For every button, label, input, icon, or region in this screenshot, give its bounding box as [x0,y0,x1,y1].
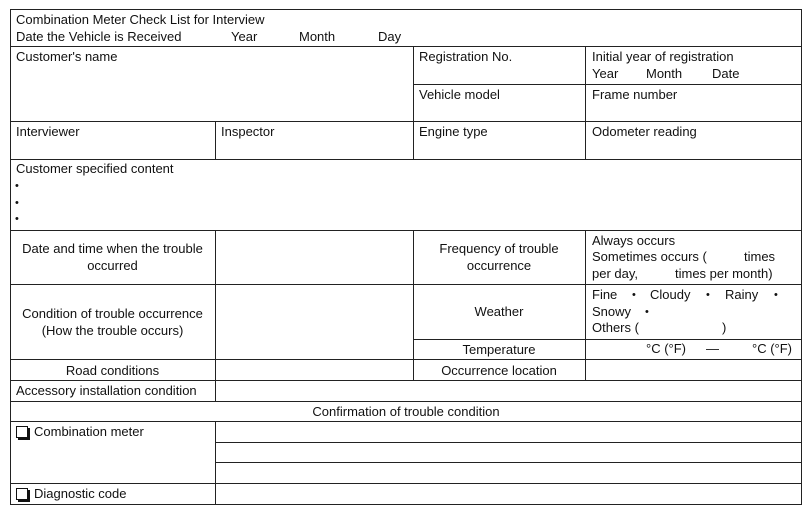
checkbox-icon[interactable] [16,426,28,438]
row-divider [413,339,802,340]
diagnostic-code-item[interactable] [16,486,127,502]
row-divider [10,46,802,47]
times-label: times [744,249,776,264]
temperature-label: Temperature [462,342,536,357]
engine-type-label: Engine type [419,124,488,139]
weather-fine: Fine [592,287,618,302]
row-divider [215,462,802,463]
row-divider [10,121,802,122]
odometer-label: Odometer reading [592,124,697,139]
weather-label: Weather [474,304,524,319]
row-divider [10,401,802,402]
interviewer-label: Interviewer [16,124,80,139]
occurrence-location-label: Occurrence location [441,363,557,378]
date-received-year: Year [231,29,258,44]
diagnostic-code-label: Diagnostic code [34,486,127,501]
customer-content-label: Customer specified content [16,161,174,176]
initial-registration-year: Year [592,66,619,81]
date-received-day: Day [378,29,402,44]
weather-others-close: ) [722,320,727,335]
bullet-point: • [15,213,19,225]
weather-cloudy: Cloudy [650,287,691,302]
column-divider [215,230,216,401]
checkbox-icon[interactable] [16,488,28,500]
condition-line2: (How the trouble occurs) [41,323,184,338]
inspector-label: Inspector [221,124,275,139]
confirmation-heading: Confirmation of trouble condition [312,404,500,419]
trouble-datetime-line2: occurred [87,258,138,273]
form-title: Combination Meter Check List for Interview [16,12,265,27]
row-divider [10,159,802,160]
trouble-datetime-line1: Date and time when the trouble [22,241,203,256]
combination-meter-label: Combination meter [34,424,144,439]
row-divider [10,284,802,285]
temperature-unit-from: °C (°F) [646,341,686,356]
row-divider [10,230,802,231]
date-received-label: Date the Vehicle is Received [16,29,182,44]
temperature-unit-to: °C (°F) [752,341,792,356]
bullet-point: • [645,306,649,318]
bullet-point: • [632,289,636,301]
frame-number-label: Frame number [592,87,678,102]
frequency-label-line2: occurrence [466,258,532,273]
trouble-datetime-label [10,240,215,274]
initial-registration-label: Initial year of registration [592,49,734,64]
bullet-point: • [706,289,710,301]
frequency-label-line1: Frequency of trouble [439,241,559,256]
times-per-month-label: times per month) [675,266,773,281]
weather-rainy: Rainy [725,287,759,302]
column-divider [585,46,586,159]
row-divider [413,84,802,85]
per-day-label: per day, [592,266,639,281]
combination-meter-item[interactable] [16,424,144,440]
temperature-dash: — [706,341,719,356]
accessory-label: Accessory installation condition [16,383,197,398]
column-divider [215,121,216,159]
sometimes-occurs: Sometimes occurs ( [592,249,707,264]
row-divider [10,483,802,484]
bullet-point: • [15,197,19,209]
weather-snowy: Snowy [592,304,632,319]
column-divider [215,421,216,505]
bullet-point: • [15,180,19,192]
initial-registration-month: Month [646,66,683,81]
road-conditions-label: Road conditions [65,363,160,378]
vehicle-model-label: Vehicle model [419,87,500,102]
customer-name-label: Customer's name [16,49,118,64]
date-received-month: Month [299,29,336,44]
registration-no-label: Registration No. [419,49,513,64]
weather-others: Others ( [592,320,639,335]
row-divider [215,442,802,443]
condition-label [10,305,215,339]
column-divider [413,46,414,159]
initial-registration-date: Date [712,66,740,81]
bullet-point: • [774,289,778,301]
row-divider [10,359,802,360]
column-divider [585,230,586,380]
row-divider [10,421,802,422]
condition-line1: Condition of trouble occurrence [22,306,203,321]
always-occurs: Always occurs [592,233,676,248]
frequency-label [413,240,585,274]
row-divider [10,380,802,381]
